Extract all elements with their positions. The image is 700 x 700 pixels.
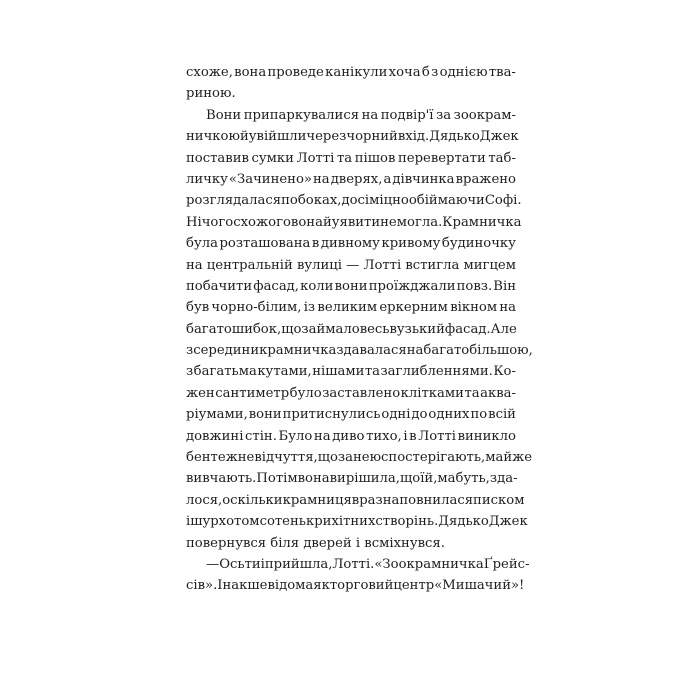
text-line: лося, оскільки крамниця враз наповнилася писком <box>186 492 525 508</box>
text-line: з багатьма кутами, нішами та заглибленнями. Ко- <box>186 364 516 380</box>
text-line: Нічого схожого вона й уявити не могла. Крамничка <box>186 214 522 230</box>
paragraph <box>186 554 530 597</box>
text-line: ничкою й увійшли через чорний вхід. Дядько Джек <box>186 129 519 145</box>
text-line: поставив сумки Лотті та пішов перевертати таб- <box>186 150 516 166</box>
text-line: сів». Інакше відома як торговий центр «Мишачий»! <box>186 578 525 594</box>
text-line: риною. <box>186 86 236 102</box>
text-line: розглядалася по боках, досі міцно обіймаючи Софі. <box>186 193 522 209</box>
text-line: жен сантиметр було заставлено клітками та аква- <box>186 385 516 401</box>
text-line: ріумами, вони притиснулись одні до одних по всій <box>186 407 516 423</box>
text-line: і шурхотом сотень крихітних створінь. Дядько Джек <box>186 514 528 530</box>
text-line: багато шибок, що займало весь вузький фасад. Але <box>186 321 517 337</box>
paragraph <box>186 62 516 105</box>
text-line: був чорно-білим, із великим еркерним вікном на <box>186 300 516 316</box>
text-line: була розташована в дивному кривому будиночку <box>186 236 516 252</box>
text-line: довжині стін. Було на диво тихо, і в Лотті виникло <box>186 428 516 444</box>
text-line: побачити фасад, коли вони проїжджали повз. Він <box>186 278 516 294</box>
text-line: на центральній вулиці — Лотті встигла мигцем <box>186 257 516 273</box>
text-line: зсередини крамничка здавалася набагато більшою, <box>186 343 533 359</box>
body-text <box>186 62 533 597</box>
paragraph <box>186 105 533 554</box>
text-line: повернувся біля дверей і всміхнувся. <box>186 535 445 551</box>
text-line: — Ось ти і прийшла, Лотті. «Зоокрамничка Ґрейс- <box>206 556 530 572</box>
text-line: схоже, вона проведе канікули хоча б з однією тва- <box>186 65 516 80</box>
text-line: бентежне відчуття, що за нею спостерігають, майже <box>186 450 533 466</box>
text-line: Вони припаркувалися на подвір'ї за зоокрам- <box>206 107 516 123</box>
text-line: личку «Зачинено» на дверях, а дівчинка вражено <box>186 171 516 187</box>
text-line: вивчають. Потім вона вирішила, що їй, мабуть, зда- <box>186 471 518 487</box>
